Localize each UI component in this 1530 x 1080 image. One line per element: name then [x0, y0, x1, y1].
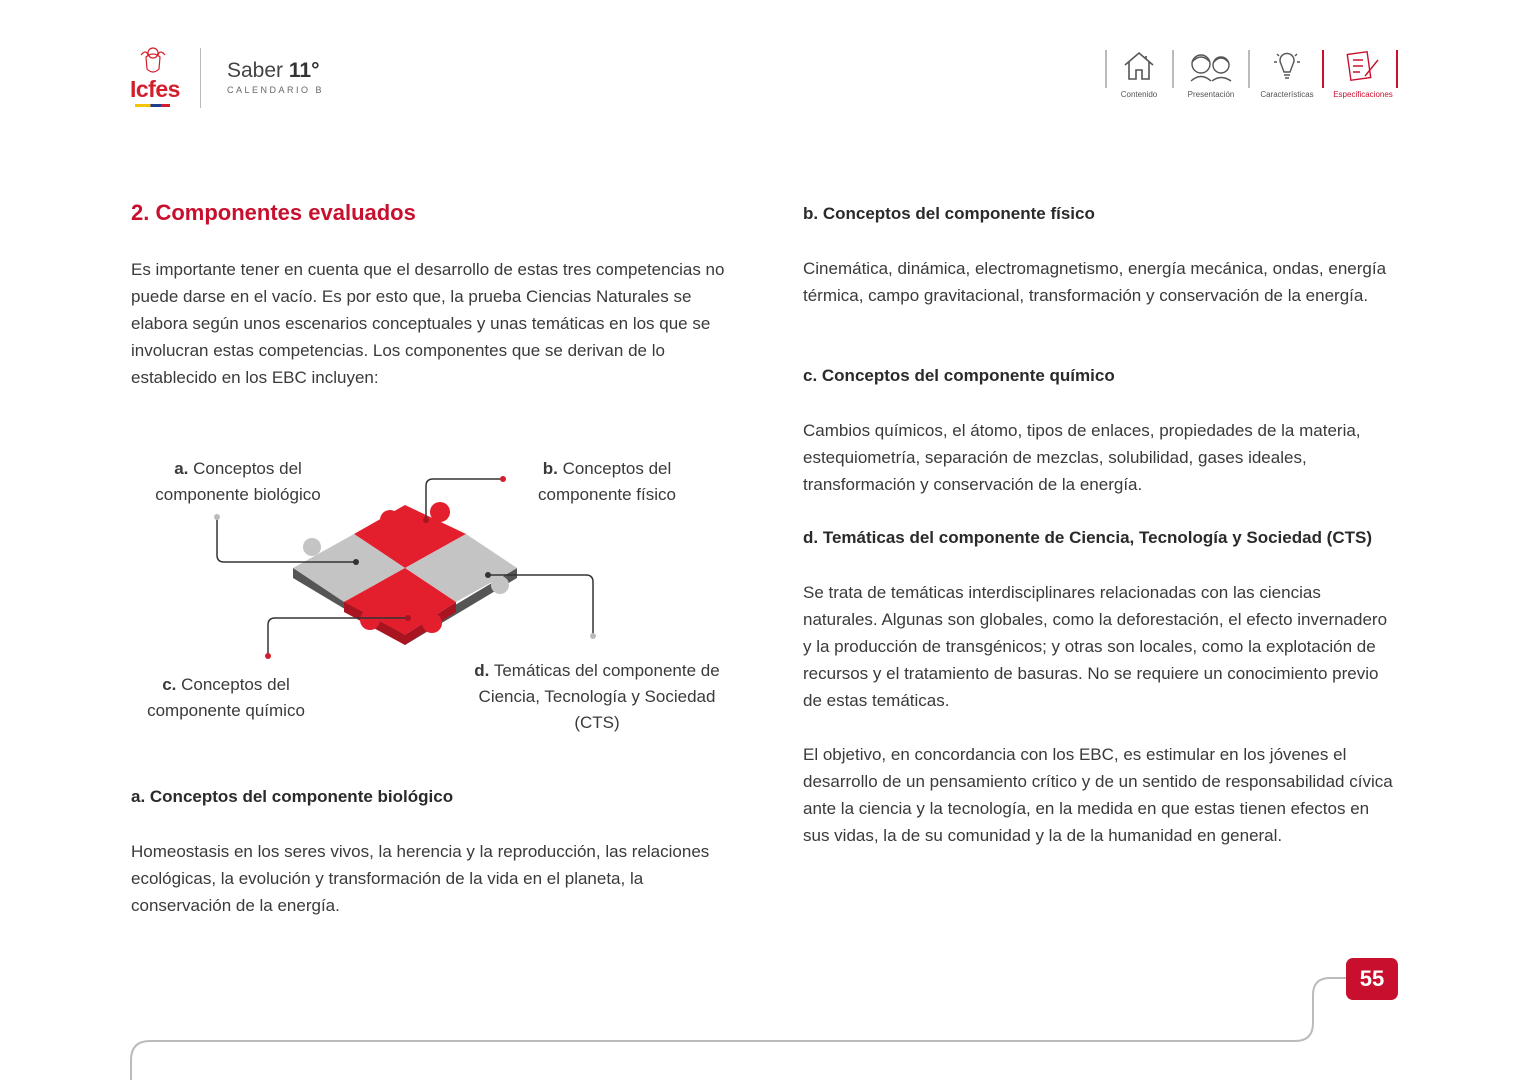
- paragraph-a: Homeostasis en los seres vivos, la herencia y la reproducción, las relaciones ecológicas, la evolución y transformación de la vida en el planeta, la conservación de la energía.: [131, 842, 710, 915]
- icfes-logo: Icfes: [130, 76, 180, 102]
- diagram-label-c: c. Conceptos del componente químico: [147, 675, 305, 720]
- intro-paragraph: Es importante tener en cuenta que el desarrollo de estas tres competencias no puede darse en el vacío. Es por esto que, la prueba Ciencias Naturales se elabora según unos escenarios conceptuales y unas temáticas en los que se involucran estas competencias. Los componentes que se derivan de lo establecido en los EBC incluyen:: [131, 260, 725, 387]
- diagram-label-b: b. Conceptos del componente físico: [538, 459, 676, 504]
- subheading-c: c. Conceptos del componente químico: [803, 366, 1115, 385]
- nav-label: Especificaciones: [1333, 90, 1393, 99]
- doc-subtitle: CALENDARIO B: [227, 85, 325, 95]
- subheading-d: d. Temáticas del componente de Ciencia, Tecnología y Sociedad (CTS): [803, 528, 1372, 547]
- paragraph-b: Cinemática, dinámica, electromagnetismo, energía mecánica, ondas, energía térmica, campo gravitacional, transformación y conservación de la energía.: [803, 259, 1387, 305]
- page-number: 55: [1346, 958, 1398, 1000]
- paragraph-c: Cambios químicos, el átomo, tipos de enlaces, propiedades de la materia, estequiometría, separación de mezclas, solubilidad, gases ideales, transformación y conservación de la energía.: [803, 421, 1361, 494]
- paragraph-d1: Se trata de temáticas interdisciplinares relacionadas con las ciencias naturales. Algunas son globales, como la deforestación, el efecto invernadero y la producción de transgénicos; y otras son locales, como la explotación de recursos y el tratamiento de basuras. No se requiere un conocimiento previo de estas temáticas.: [803, 583, 1388, 710]
- diagram-label-a: a. Conceptos del componente biológico: [155, 459, 321, 504]
- nav-label: Características: [1260, 90, 1314, 99]
- subheading-a: a. Conceptos del componente biológico: [131, 787, 454, 806]
- nav-label: Contenido: [1120, 90, 1158, 99]
- nav-label: Presentación: [1187, 90, 1235, 99]
- section-heading: 2. Componentes evaluados: [131, 200, 416, 225]
- paragraph-d2: El objetivo, en concordancia con los EBC, es estimular en los jóvenes el desarrollo de un pensamiento crítico y de un sentido de responsabilidad cívica ante la ciencia y la tecnología, en la medida en que estas tienen efectos en sus vidas, la de su comunidad y la de la humanidad en general.: [803, 745, 1393, 845]
- diagram-label-d: d. Temáticas del componente de Ciencia, Tecnología y Sociedad (CTS): [474, 661, 720, 732]
- subheading-b: b. Conceptos del componente físico: [803, 204, 1095, 223]
- doc-title: Saber 11°: [227, 59, 320, 82]
